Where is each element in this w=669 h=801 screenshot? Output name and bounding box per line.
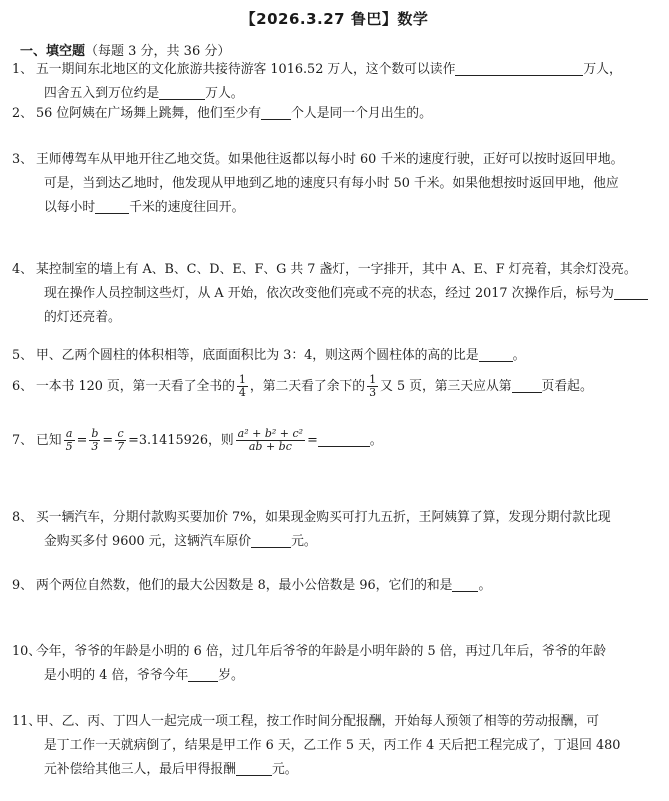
question-text: 千米的速度往回开。	[129, 200, 245, 215]
equals-sign: =	[76, 433, 88, 448]
answer-blank[interactable]	[455, 61, 583, 76]
fraction: $\frac{1}{4}$	[238, 373, 246, 399]
question-8	[12, 506, 649, 554]
question-number: 3、	[12, 152, 33, 167]
question-text: 可是，当到达乙地时，他发现从甲地到乙地的速度只有每小时 50 千米。如果他想按时返回甲地，他应	[44, 176, 619, 191]
question-text: 又 5 页，第三天应从第	[380, 379, 512, 394]
question-text: 甲、乙两个圆柱的体积相等，底面面积比为 3：4，则这两个圆柱体的高的比是	[36, 348, 479, 363]
question-text: 元。	[291, 534, 317, 549]
question-text: 岁。	[218, 668, 244, 683]
question-text: 。	[512, 348, 526, 363]
question-6	[12, 373, 649, 399]
question-number: 2、	[12, 106, 33, 121]
question-number: 11、	[12, 714, 42, 729]
question-3	[12, 148, 649, 220]
question-7	[12, 427, 649, 453]
question-text: 一本书 120 页，第一天看了全书的	[36, 379, 235, 394]
question-text: 。	[478, 578, 492, 593]
answer-blank[interactable]	[95, 199, 129, 214]
question-number: 9、	[12, 578, 33, 593]
question-number: 8、	[12, 510, 33, 525]
equals-sign: =	[307, 433, 318, 448]
question-number: 7、	[12, 433, 33, 448]
question-text: 四舍五入到万位约是	[44, 86, 160, 101]
question-number: 5、	[12, 348, 33, 363]
fraction: $\frac{\text{a² + b² + c²}}{ab + bc}$	[237, 427, 304, 453]
answer-blank[interactable]	[614, 285, 648, 300]
answer-blank[interactable]	[251, 533, 291, 548]
question-text: ，第二天看了余下的	[249, 379, 366, 394]
question-text: 是小明的 4 倍，爷爷今年	[44, 668, 189, 683]
section-label: 一、填空题	[20, 44, 86, 59]
answer-blank[interactable]	[452, 577, 478, 592]
question-text: 已知	[36, 433, 62, 448]
question-text: 元补偿给其他三人，最后甲得报酬	[44, 762, 236, 777]
page-title: 【2026.3.27 鲁巴】数学	[240, 10, 429, 28]
question-4	[12, 258, 649, 330]
question-text: 是丁工作一天就病倒了，结果是甲工作 6 天，乙工作 5 天，丙工作 4 天后把工程完成了，丁退回 480	[44, 738, 621, 753]
question-text: 以每小时	[44, 200, 96, 215]
equals-sign: =	[102, 433, 114, 448]
question-number: 4、	[12, 262, 33, 277]
question-text: 元。	[271, 762, 298, 777]
answer-blank[interactable]	[236, 761, 272, 776]
answer-blank[interactable]	[512, 378, 542, 393]
question-text: 万人，	[583, 62, 622, 77]
answer-blank[interactable]	[318, 432, 370, 447]
question-text: 今年，爷爷的年龄是小明的 6 倍，过几年后爷爷的年龄是小明年龄的 5 倍，再过几年后，爷爷的年龄	[36, 644, 607, 659]
question-text: 现在操作人员控制这些灯，从 A 开始，依次改变他们亮或不亮的状态，经过 2017 次操作后，标号为	[44, 286, 614, 301]
question-text: 两个两位自然数，他们的最大公因数是 8，最小公倍数是 96，它们的和是	[36, 578, 453, 593]
question-11	[12, 710, 649, 782]
question-2	[12, 102, 649, 126]
question-text: 56 位阿姨在广场舞上跳舞，他们至少有	[36, 106, 262, 121]
question-text: 。	[369, 433, 383, 448]
question-number: 6、	[12, 379, 33, 394]
question-1	[12, 58, 649, 106]
question-text: 甲、乙、丙、丁四人一起完成一项工程，按工作时间分配报酬，开始每人预领了相等的劳动报酬，可	[36, 714, 600, 729]
question-number: 1、	[12, 62, 33, 77]
question-text: 的灯还亮着。	[44, 310, 121, 325]
fraction: $\frac{c}{7}$	[117, 427, 125, 453]
question-text: 王师傅驾车从甲地开往乙地交货。如果他往返都以每小时 60 千米的速度行驶，正好可以按时返回甲地。	[36, 152, 624, 167]
question-5	[12, 344, 649, 368]
question-10	[12, 640, 649, 688]
question-text: 页看起。	[541, 379, 593, 394]
question-number: 10、	[12, 644, 42, 659]
question-text: 买一辆汽车，分期付款购买要加价 7%，如果现金购买可打九五折，王阿姨算了算，发现分期付款比现	[36, 510, 611, 525]
answer-blank[interactable]	[188, 667, 218, 682]
section-heading	[20, 40, 230, 59]
fraction: $\frac{a}{5}$	[65, 427, 73, 453]
question-9	[12, 574, 649, 598]
question-text: 五一期间东北地区的文化旅游共接待游客 1016.52 万人，这个数可以读作	[36, 62, 456, 77]
question-text: =3.1415926，则	[128, 433, 234, 448]
question-text: 某控制室的墙上有 A、B、C、D、E、F、G 共 7 盏灯，一字排开，其中 A、E、F 灯亮着，其余灯没亮。	[36, 262, 637, 277]
section-note: （每题 3 分，共 36 分）	[85, 44, 231, 59]
fraction: $\frac{1}{3}$	[369, 373, 377, 399]
question-text: 个人是同一个月出生的。	[291, 106, 432, 121]
answer-blank[interactable]	[479, 347, 513, 362]
question-text: 万人。	[205, 86, 244, 101]
fraction: $\frac{b}{3}$	[91, 427, 99, 453]
answer-blank[interactable]	[159, 85, 205, 100]
answer-blank[interactable]	[261, 105, 291, 120]
question-text: 金购买多付 9600 元，这辆汽车原价	[44, 534, 252, 549]
